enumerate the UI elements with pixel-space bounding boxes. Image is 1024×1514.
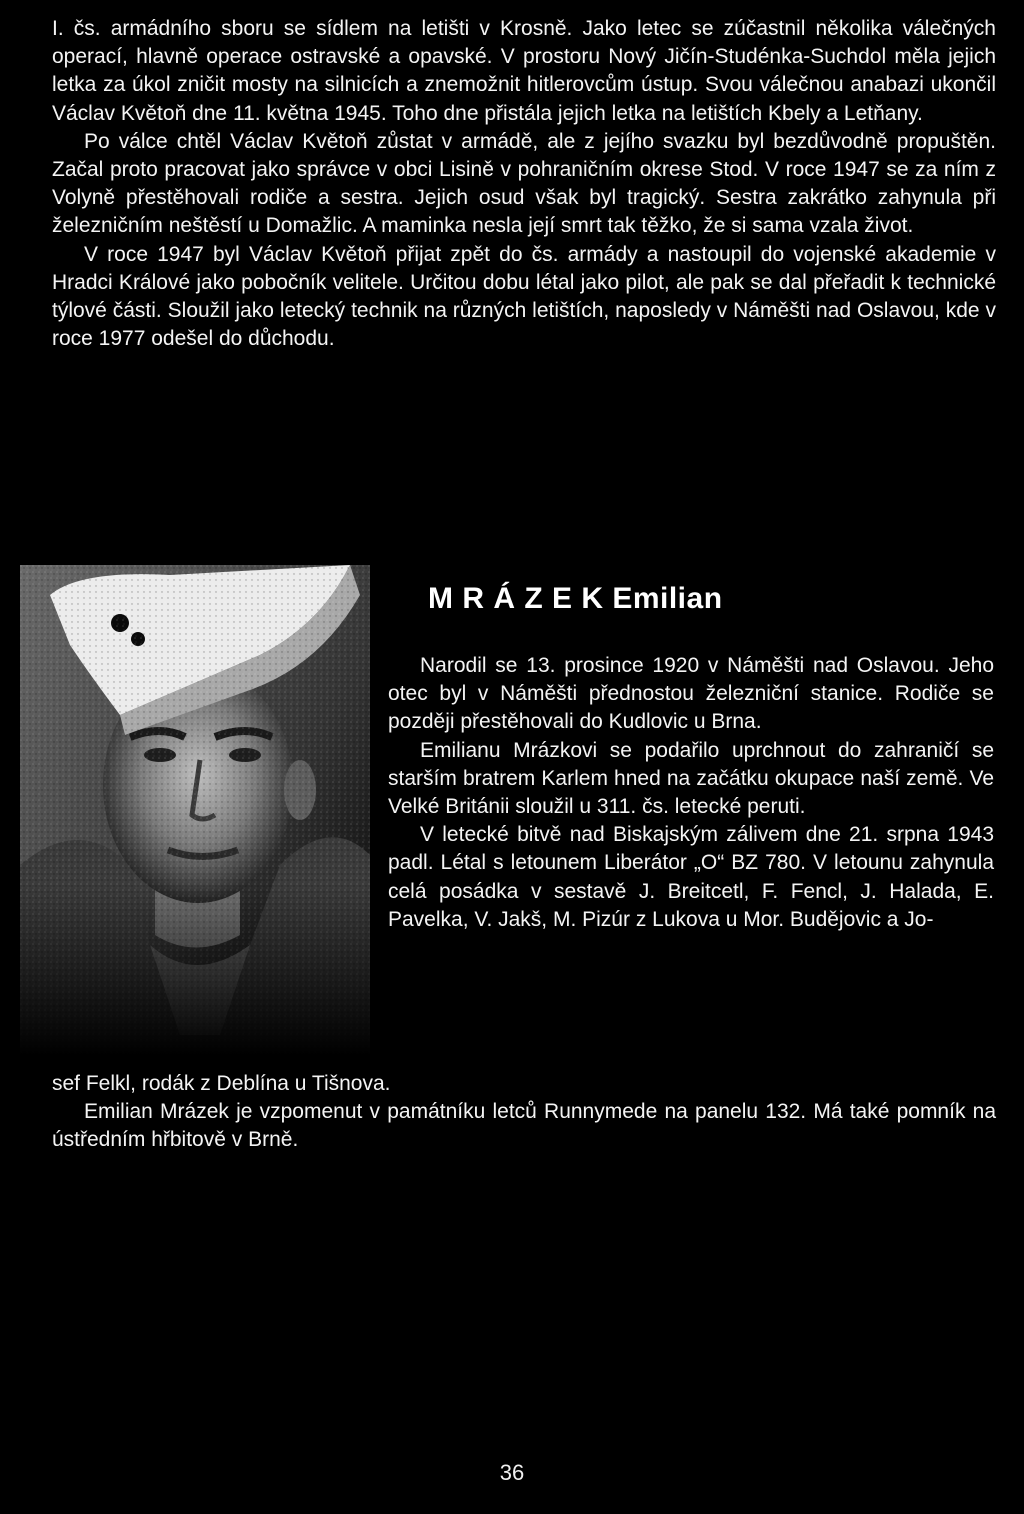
paragraph: V roce 1947 byl Václav Květoň přijat zpět do čs. armády a nastoupil do vojenské akademie v Hradci Králové jako pobočník velitele. Určitou dobu létal jako pilot, ale pak se dal přeřadit k technické týlové části. Sloužil jako letecký technik na různých letištích, naposledy v Náměšti nad Oslavou, kde v roce 1977 odešel do důchodu. — [52, 242, 996, 351]
paragraph: Emilian Mrázek je vzpomenut v památníku letců Runnymede na panelu 132. Má také pomník na ústředním hřbitově v Brně. — [52, 1100, 996, 1152]
bottom-text-block — [52, 1070, 996, 1155]
paragraph: Po válce chtěl Václav Květoň zůstat v armádě, ale z jejího svazku byl bezdůvodně propuštěn. Začal proto pracovat jako správce v obci Lisině v pohraničním okrese Stod. V roce 1947 se za ním z Volyně přestěhovali rodiče a sestra. Jejich osud však byl tragický. Sestra zakrátko zahynula při železničním neštěstí u Domažlic. A maminka nesla její smrt tak těžko, že si sama vzala život. — [52, 129, 996, 238]
paragraph: I. čs. armádního sboru se sídlem na letišti v Krosně. Jako letec se zúčastnil několika válečných operací, hlavně operace ostravské a opavské. V prostoru Nový Jičín-Studénka-Suchdol měla jejich letka za úkol zničit mosty na silnicích a znemožnit hitlerovcům ústup. Svou válečnou anabazi ukončil Václav Květoň dne 11. května 1945. Toho dne přistála jejich letka na letištích Kbely a Letňany. — [52, 17, 996, 125]
page-number: 36 — [499, 1460, 525, 1485]
paragraph: Narodil se 13. prosince 1920 v Náměšti nad Oslavou. Jeho otec byl v Náměšti přednostou železniční stanice. Rodiče se později přestěhovali do Kudlovic u Brna. — [388, 654, 994, 734]
section-heading: M R Á Z E K Emilian — [428, 582, 723, 615]
paragraph: sef Felkl, rodák z Deblína u Tišnova. — [52, 1072, 391, 1095]
paragraph: V letecké bitvě nad Biskajským zálivem dne 21. srpna 1943 padl. Létal s letounem Liberátor „O“ BZ 780. V letounu zahynula celá posádka v sestavě J. Breitcetl, F. Fencl, J. Halada, E. Pavelka, V. Jakš, M. Pizúr z Lukova u Mor. Budějovic a Jo- — [388, 823, 994, 931]
portrait-photo — [20, 565, 370, 1055]
top-text-block — [52, 15, 996, 353]
bio-text-block — [388, 652, 994, 934]
paragraph: Emilianu Mrázkovi se podařilo uprchnout do zahraničí se starším bratrem Karlem hned na začátku okupace naší země. Ve Velké Británii sloužil u 311. čs. letecké peruti. — [388, 738, 994, 819]
